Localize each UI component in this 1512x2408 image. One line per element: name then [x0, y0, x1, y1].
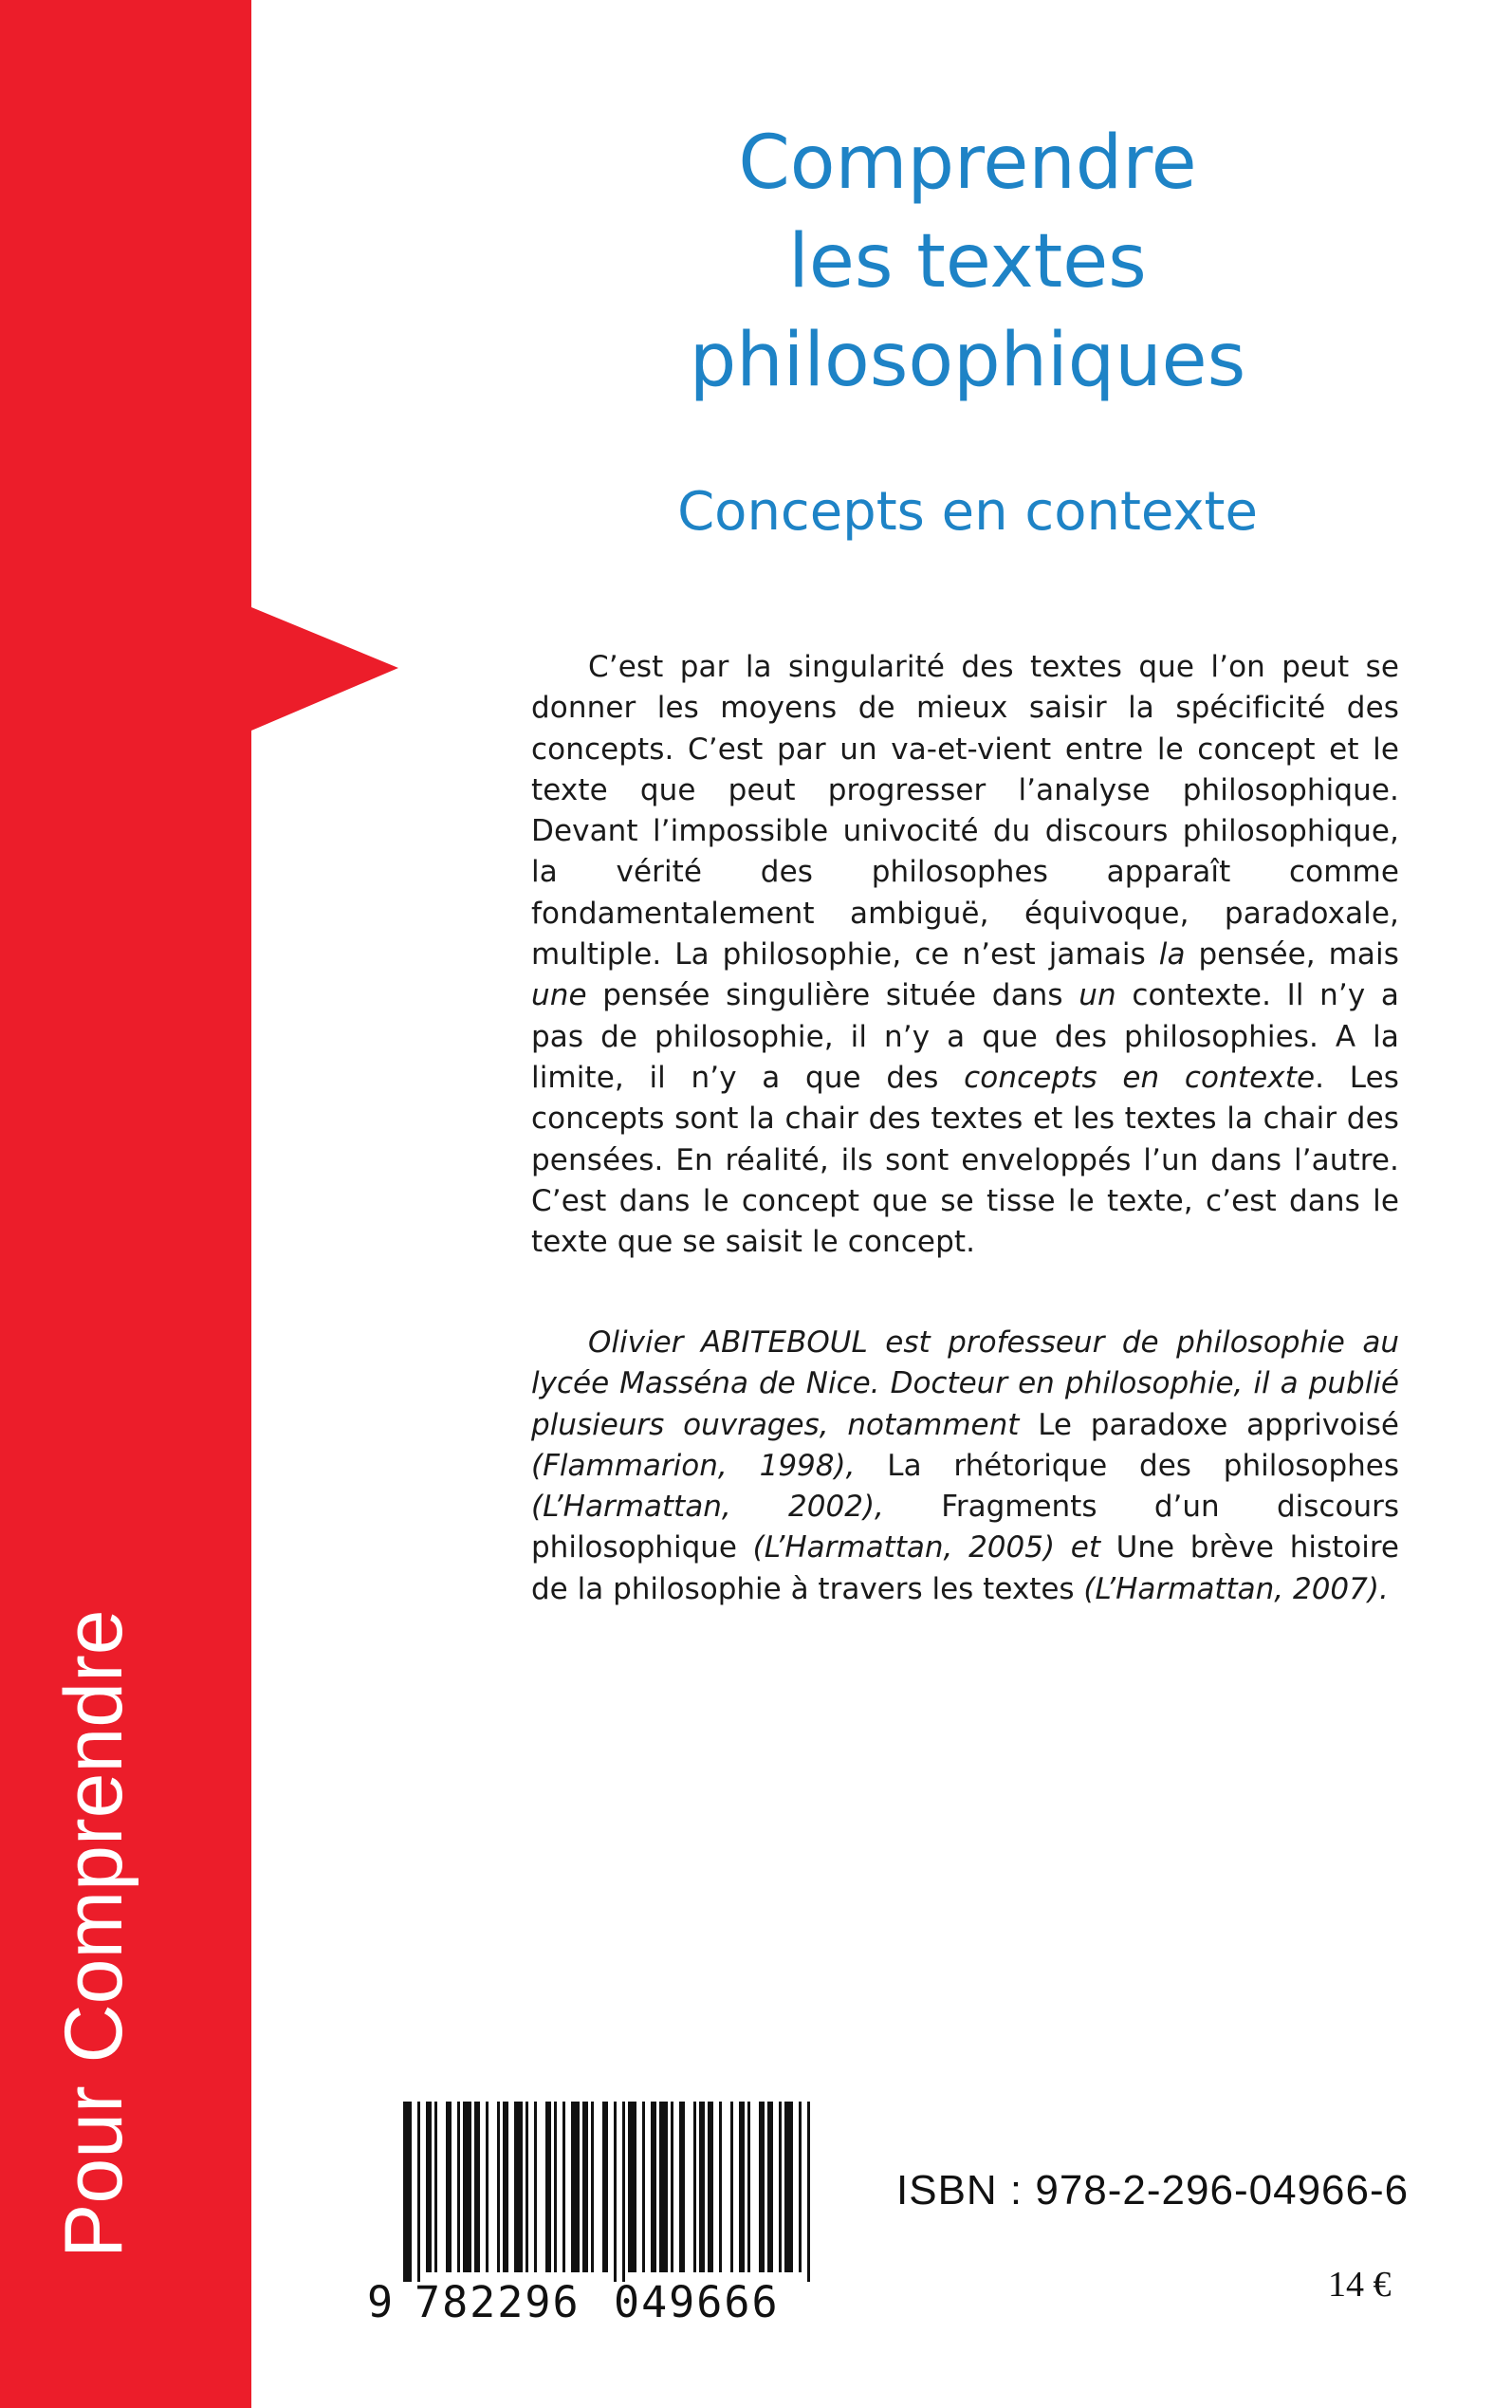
barcode-bar: [614, 2102, 617, 2282]
barcode-bar: [554, 2102, 557, 2272]
barcode-bar: [457, 2102, 460, 2272]
bio-text-5: (L’Harmattan, 2007).: [1074, 1571, 1389, 1606]
barcode-bar: [807, 2102, 810, 2282]
barcode-digits-right: 049666: [614, 2277, 780, 2327]
barcode-bar: [699, 2102, 705, 2272]
barcode-bar: [739, 2102, 745, 2272]
barcode-bar: [799, 2102, 802, 2272]
barcode-bars: [365, 2102, 821, 2282]
barcode-bar: [747, 2102, 750, 2272]
barcode-bar: [628, 2102, 636, 2272]
barcode-bar: [562, 2102, 565, 2272]
barcode-bar: [591, 2102, 594, 2272]
summary-text-4: contexte. Il n’y a pas de philosophie, il n’y a que des philosophies. A la limite, il n’y a que des: [531, 978, 1399, 1095]
title-line-3: philosophiques: [689, 318, 1246, 403]
book-title: [531, 114, 1404, 410]
barcode-bar: [514, 2102, 523, 2272]
summary-emphasis-2: une: [531, 978, 587, 1013]
barcode-bar: [545, 2102, 551, 2272]
title-line-1: Comprendre: [738, 120, 1197, 206]
barcode-digit-lead: 9: [367, 2277, 394, 2327]
barcode-bar: [417, 2102, 420, 2282]
bio-text-3: (L’Harmattan, 2002),: [531, 1490, 942, 1525]
barcode-bar: [474, 2102, 480, 2272]
bio-book-1: Le paradoxe apprivoisé: [1038, 1407, 1399, 1442]
summary-text-2: pensée, mais: [1185, 937, 1399, 972]
barcode-bar: [679, 2102, 685, 2272]
isbn-number: ISBN : 978-2-296-04966-6: [896, 2167, 1410, 2214]
barcode-bar: [779, 2102, 782, 2272]
summary-emphasis-1: la: [1158, 937, 1186, 972]
summary-paragraph: [531, 647, 1399, 1263]
barcode-bar: [642, 2102, 645, 2272]
bio-text-4: (L’Harmattan, 2005) et: [736, 1530, 1116, 1565]
barcode-bar: [784, 2102, 793, 2272]
barcode-bar: [571, 2102, 580, 2272]
price: 14 €: [1328, 2265, 1392, 2305]
barcode-bar: [446, 2102, 452, 2272]
barcode-bar: [463, 2102, 471, 2272]
barcode-bar: [651, 2102, 656, 2272]
summary-emphasis-3: un: [1079, 978, 1116, 1013]
barcode-bar: [434, 2102, 437, 2272]
summary-text-1: C’est par la singularité des textes que l’on peut se donner les moyens de mieux saisir la spécificité des concepts. C’est par un va-et-vient entre le concept et le texte que peut progresser l’analyse philosophique. Devant l’impossible univocité du discours philosophique, la vérité des philosophes apparaît comme fondamentalement ambiguë, équivoque, paradoxale, multiple. La philosophie, ce n’est jamais: [531, 650, 1399, 972]
barcode-bar: [708, 2102, 713, 2272]
summary-text-5: . Les concepts sont la chair des textes et les textes la chair des pensées. En réalité, ils sont enveloppés l’un dans l’autre. C’est dans le concept que se tisse le texte, c’est dans le texte que se saisit le concept.: [531, 1060, 1399, 1260]
author-bio-paragraph: [531, 1323, 1399, 1610]
barcode-digits-left: 782296: [415, 2277, 581, 2327]
barcode-bar: [486, 2102, 489, 2272]
barcode-bar: [759, 2102, 765, 2272]
barcode-bar: [426, 2102, 432, 2272]
bio-book-4: Une brève histoire de la philosophie à travers les textes: [531, 1530, 1399, 1606]
bio-book-2: La rhétorique des philosophes: [887, 1448, 1399, 1483]
barcode-bar: [602, 2102, 608, 2272]
bio-text-2: (Flammarion, 1998),: [531, 1448, 888, 1483]
barcode-bar: [719, 2102, 722, 2272]
barcode-bar: [582, 2102, 588, 2272]
barcode-bar: [659, 2102, 668, 2272]
bio-text-1: Olivier ABITEBOUL est professeur de philosophie au lycée Masséna de Nice. Docteur en philosophie, il a publié plusieurs ouvrages, notamment: [531, 1325, 1399, 1442]
barcode-bar: [767, 2102, 773, 2272]
series-label: Pour Comprendre: [48, 1609, 139, 2258]
barcode-bar: [622, 2102, 625, 2282]
barcode-bar: [403, 2102, 412, 2282]
barcode-bar: [526, 2102, 528, 2272]
barcode-bar: [730, 2102, 733, 2272]
barcode-bar: [497, 2102, 500, 2272]
barcode-bar: [693, 2102, 696, 2272]
book-subtitle: Concepts en contexte: [677, 481, 1258, 543]
title-line-2: les textes: [788, 219, 1147, 305]
summary-text-3: pensée singulière située dans: [586, 978, 1079, 1013]
barcode-bar: [503, 2102, 508, 2272]
barcode-bar: [534, 2102, 537, 2272]
summary-emphasis-4: concepts en contexte: [964, 1060, 1316, 1095]
bio-book-3: Fragments d’un discours philosophique: [531, 1490, 1399, 1565]
barcode: [365, 2102, 821, 2334]
barcode-bar: [671, 2102, 673, 2272]
